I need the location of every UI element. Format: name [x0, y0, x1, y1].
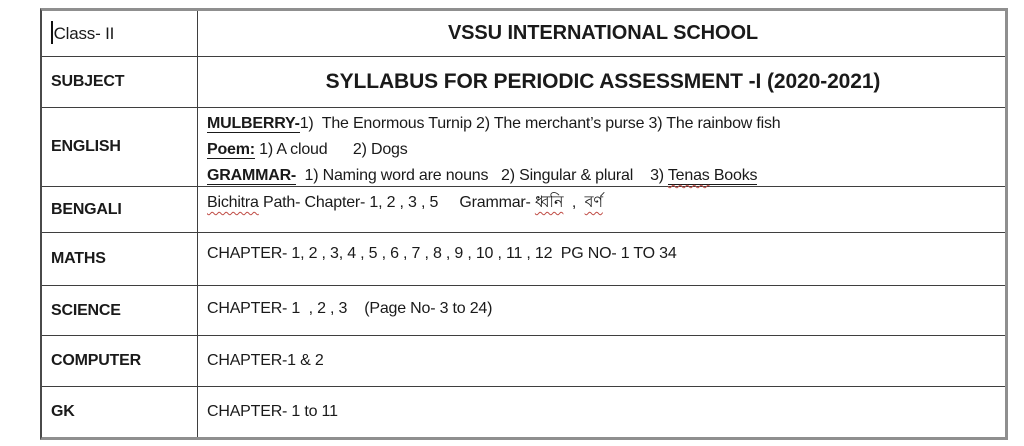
maths-content-cell	[198, 233, 1005, 285]
class-label: Class- II	[53, 23, 115, 43]
science-content-cell	[198, 286, 1005, 335]
syllabus-title-cell	[198, 57, 1005, 107]
subject-label-cell	[42, 387, 198, 437]
text-segment: Path- Chapter- 1, 2 , 3 , 5 Grammar-	[258, 194, 535, 211]
gk-content-cell	[198, 387, 1005, 437]
text-segment: 1) The Enormous Turnip 2) The merchant’s purse 3) The rainbow fish	[299, 115, 781, 132]
subject-label-cell	[42, 233, 198, 285]
subject-label: ENGLISH	[51, 138, 121, 155]
text-segment: বর্ণ	[584, 194, 603, 211]
table-row-maths	[42, 233, 1005, 286]
text-segment: 1) A cloud 2) Dogs	[254, 141, 408, 158]
computer-content-cell	[198, 336, 1005, 386]
text-segment: CHAPTER-1 & 2	[207, 352, 324, 369]
school-title-cell	[198, 11, 1005, 56]
subject-label-cell	[42, 187, 198, 232]
subject-label: BENGALI	[51, 200, 122, 218]
text-line	[207, 163, 999, 189]
text-segment: CHAPTER- 1, 2 , 3, 4 , 5 , 6 , 7 , 8 , 9 , 10 , 11 , 12 PG NO- 1 TO 34	[207, 245, 677, 262]
subject-label-cell	[42, 286, 198, 335]
text-segment: GRAMMAR-	[207, 167, 297, 184]
text-segment: ,	[563, 194, 585, 211]
text-segment: CHAPTER- 1 to 11	[207, 403, 338, 420]
text-line	[207, 348, 999, 374]
bengali-content-cell	[198, 187, 1005, 232]
text-line	[207, 241, 999, 267]
text-line	[207, 296, 999, 322]
syllabus-title: SYLLABUS FOR PERIODIC ASSESSMENT -I (2020-2021)	[325, 70, 881, 93]
school-title: VSSU INTERNATIONAL SCHOOL	[447, 22, 759, 44]
class-label-cell	[42, 11, 198, 56]
english-content-cell	[198, 108, 1005, 186]
text-segment: Bichitra	[207, 194, 259, 211]
text-segment: ধ্বনি	[534, 194, 564, 211]
subject-header-label: SUBJECT	[51, 73, 125, 90]
table-row-science	[42, 286, 1005, 336]
text-line	[207, 137, 999, 163]
subject-label: COMPUTER	[51, 352, 141, 369]
text-segment: MULBERRY-	[207, 115, 300, 132]
table-row-gk	[42, 387, 1005, 437]
subject-label-cell	[42, 336, 198, 386]
text-cursor	[51, 21, 53, 44]
text-line	[207, 111, 999, 137]
subject-label-cell	[42, 108, 198, 186]
table-row-computer	[42, 336, 1005, 387]
text-line	[207, 190, 999, 216]
table-row-subject-header	[42, 57, 1005, 108]
table-row-bengali	[42, 187, 1005, 233]
table-row-class	[42, 11, 1005, 57]
subject-label: MATHS	[51, 250, 106, 267]
subject-header-cell	[42, 57, 198, 107]
syllabus-table	[40, 8, 1008, 440]
subject-label: SCIENCE	[51, 301, 121, 319]
text-segment: Tenas	[667, 167, 710, 184]
text-segment: Poem:	[207, 141, 255, 158]
text-line	[207, 399, 999, 425]
table-row-english	[42, 108, 1005, 187]
text-segment: CHAPTER- 1 , 2 , 3 (Page No- 3 to 24)	[207, 300, 493, 317]
text-segment: 1) Naming word are nouns 2) Singular & plural 3)	[296, 167, 668, 184]
subject-label: GK	[51, 403, 75, 420]
text-segment: Books	[709, 167, 758, 184]
